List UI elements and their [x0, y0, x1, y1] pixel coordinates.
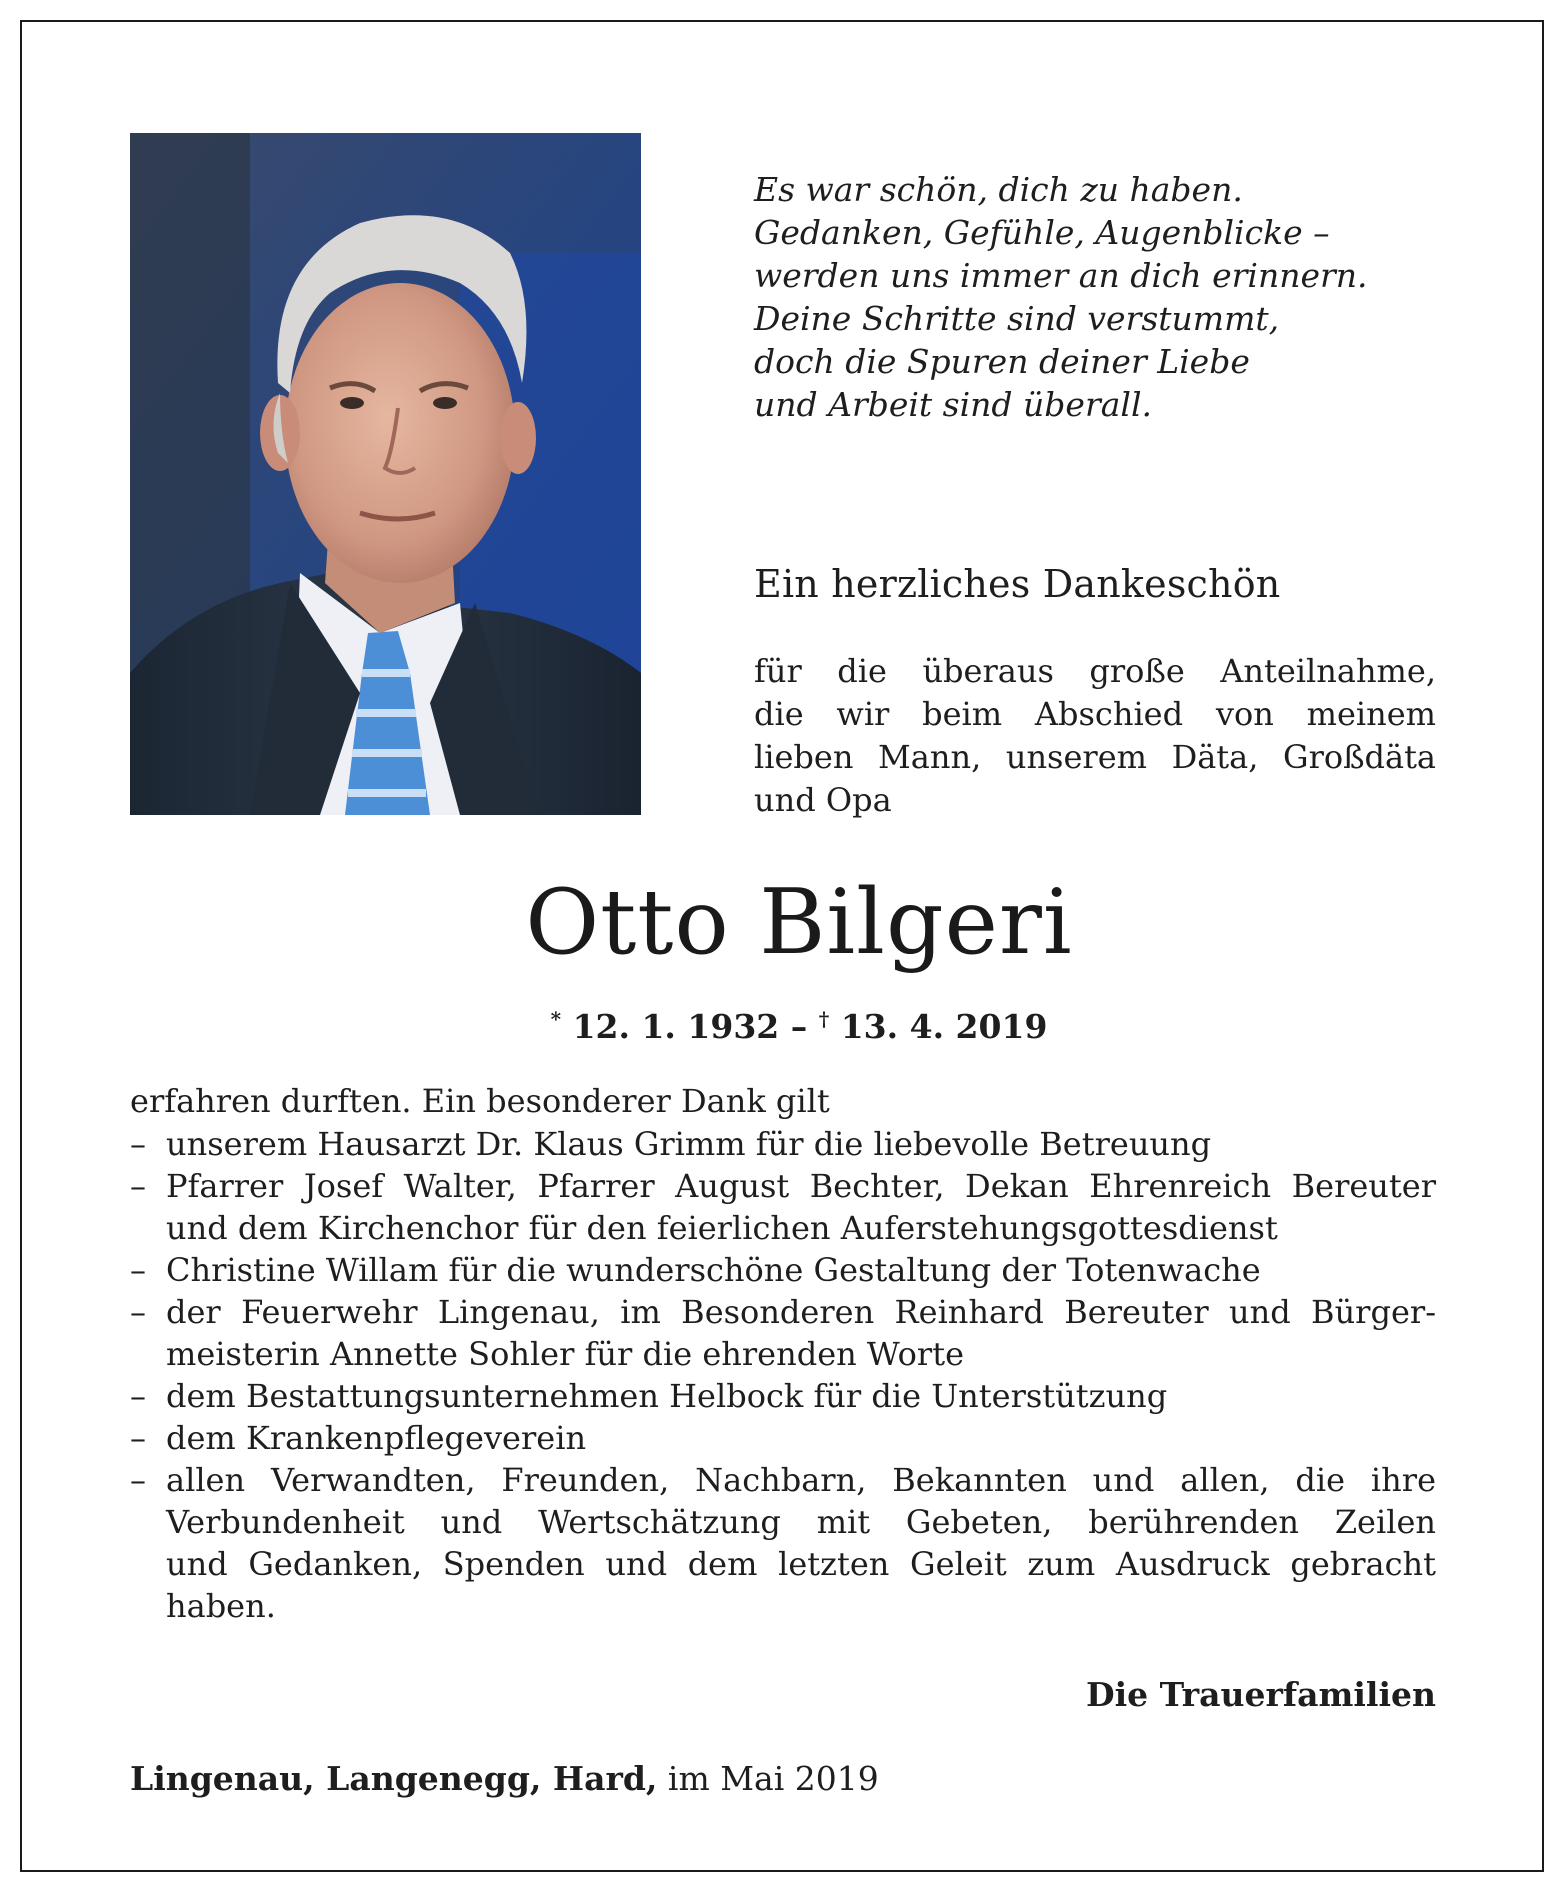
list-item-line: allen Verwandten, Freunden, Nachbarn, Bekannten und allen, die ihre — [166, 1461, 1436, 1499]
list-item — [130, 1459, 1436, 1627]
memorial-poem — [754, 168, 1454, 426]
thanks-heading: Ein herzliches Dankeschön — [754, 562, 1281, 606]
list-item-line: unserem Hausarzt Dr. Klaus Grimm für die liebevolle Betreuung — [166, 1125, 1212, 1163]
list-item-line: meisterin Annette Sohler für die ehrenden Worte — [166, 1335, 964, 1373]
dash: – — [130, 1461, 146, 1499]
birth-date: 12. 1. 1932 — [572, 1007, 780, 1046]
life-dates — [0, 998, 1568, 1048]
intro-line: die wir beim Abschied von meinem — [754, 695, 1436, 733]
list-item — [130, 1249, 1436, 1291]
towns: Lingenau, Langenegg, Hard, — [130, 1759, 658, 1798]
dash: – — [130, 1293, 146, 1331]
list-item — [130, 1375, 1436, 1417]
list-item-line: Pfarrer Josef Walter, Pfarrer August Bechter, Dekan Ehrenreich Bereuter — [166, 1167, 1436, 1205]
intro-line: lieben Mann, unserem Däta, Großdäta — [754, 738, 1436, 776]
death-symbol: † — [818, 1007, 830, 1031]
date-line: im Mai 2019 — [667, 1759, 879, 1798]
dash: – — [130, 1377, 146, 1415]
list-item-line: Verbundenheit und Wertschätzung mit Gebeten, berührenden Zeilen — [166, 1503, 1436, 1541]
thanks-list — [130, 1123, 1436, 1627]
place-and-date — [130, 1758, 879, 1800]
death-date: 13. 4. 2019 — [840, 1007, 1048, 1046]
list-item-line: Christine Willam für die wunderschöne Gestaltung der Totenwache — [166, 1251, 1261, 1289]
portrait-photo — [130, 133, 641, 815]
poem-line: Es war schön, dich zu haben. — [754, 170, 1243, 209]
list-item-line: und Gedanken, Spenden und dem letzten Geleit zum Ausdruck gebracht — [166, 1545, 1436, 1583]
list-item-line: dem Bestattungsunternehmen Helbock für die Unterstützung — [166, 1377, 1168, 1415]
list-item — [130, 1123, 1436, 1165]
poem-line: werden uns immer an dich erinnern. — [754, 256, 1368, 295]
poem-line: und Arbeit sind überall. — [754, 385, 1152, 424]
list-item — [130, 1165, 1436, 1249]
list-item — [130, 1417, 1436, 1459]
deceased-name: Otto Bilgeri — [525, 870, 1073, 975]
list-item-line: der Feuerwehr Lingenau, im Besonderen Reinhard Bereuter und Bürger- — [166, 1293, 1436, 1331]
intro-line: und Opa — [754, 781, 892, 819]
list-item-line: dem Krankenpflegeverein — [166, 1419, 587, 1457]
list-item — [130, 1291, 1436, 1375]
date-separator: – — [790, 1007, 808, 1046]
intro-line: für die überaus große Anteilnahme, — [754, 652, 1436, 690]
poem-line: doch die Spuren deiner Liebe — [754, 342, 1250, 381]
dash: – — [130, 1419, 146, 1457]
list-item-line: haben. — [166, 1587, 276, 1625]
poem-line: Deine Schritte sind verstummt, — [754, 299, 1280, 338]
list-item-line: und dem Kirchenchor für den feierlichen Auferstehungsgottesdienst — [166, 1209, 1278, 1247]
thanks-lead: erfahren durften. Ein besonderer Dank gilt — [130, 1082, 830, 1120]
signature: Die Trauerfamilien — [1085, 1675, 1436, 1714]
dash: – — [130, 1167, 146, 1205]
dash: – — [130, 1125, 146, 1163]
birth-symbol: * — [550, 1007, 562, 1031]
intro-paragraph — [754, 650, 1436, 822]
poem-line: Gedanken, Gefühle, Augenblicke – — [754, 213, 1330, 252]
dash: – — [130, 1251, 146, 1289]
